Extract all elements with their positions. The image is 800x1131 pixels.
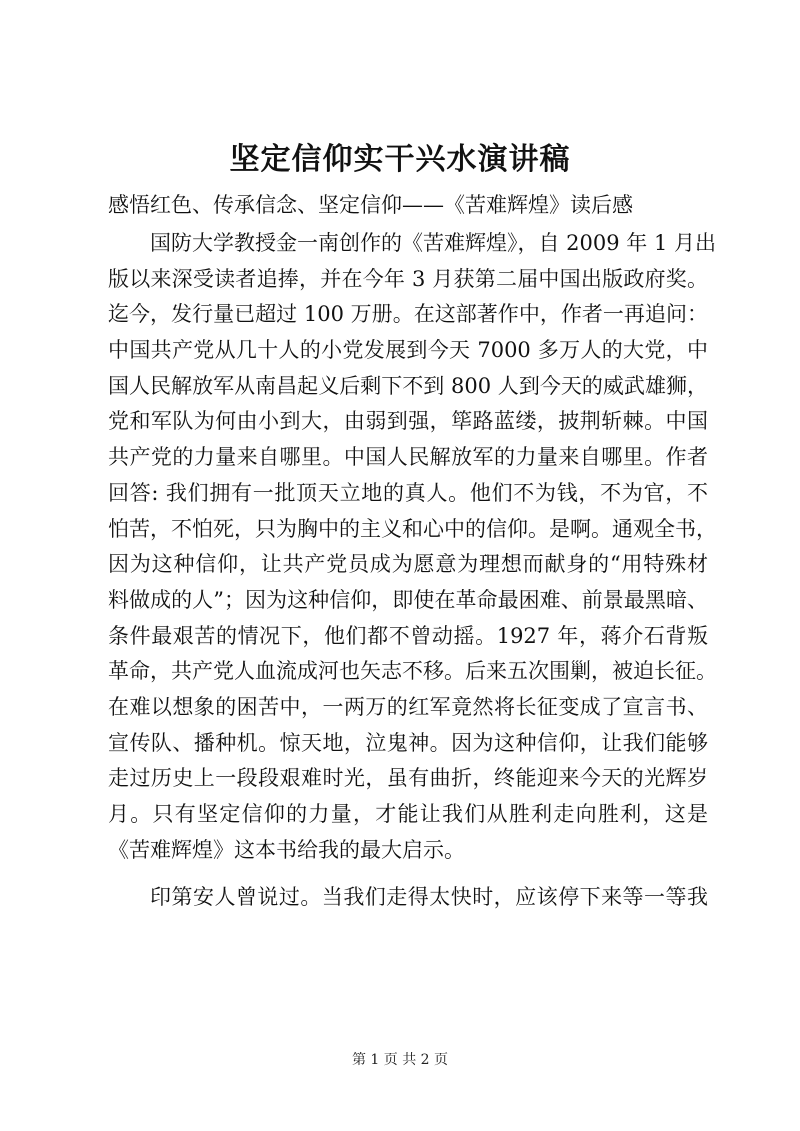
paragraph-spacer [108, 868, 708, 880]
paragraph-1-line: 国人民解放军从南昌起义后剩下不到 800 人到今天的威武雄狮， [108, 373, 708, 398]
paragraph-1-line: 版以来深受读者追捧，并在今年 3 月获第二届中国出版政府奖。 [108, 266, 708, 291]
paragraph-1-line: 在难以想象的困苦中，一两万的红军竟然将长征变成了宣言书、 [108, 694, 708, 719]
paragraph-1-line: 条件最艰苦的情况下，他们都不曾动摇。1927 年，蒋介石背叛 [108, 623, 708, 648]
document-title: 坚定信仰实干兴水演讲稿 [229, 142, 571, 177]
paragraph-1-line: 《苦难辉煌》这本书给我的最大启示。 [108, 837, 465, 862]
paragraph-1-line: 怕苦，不怕死，只为胸中的主义和心中的信仰。是啊。通观全书， [108, 516, 717, 541]
paragraph-1-line: 走过历史上一段段艰难时光，虽有曲折，终能迎来今天的光辉岁 [108, 766, 708, 791]
paragraph-1-line: 回答: 我们拥有一批顶天立地的真人。他们不为钱，不为官，不 [108, 480, 708, 505]
paragraph-1-line: 迄今，发行量已超过 100 万册。在这部著作中，作者一再追问： [108, 302, 708, 327]
paragraph-1-line: 中国共产党从几十人的小党发展到今天 7000 多万人的大党，中 [108, 338, 708, 363]
document-body [108, 226, 717, 916]
paragraph-1-line: 共产党的力量来自哪里。中国人民解放军的力量来自哪里。作者 [108, 445, 708, 470]
paragraph-1-line: 月。只有坚定信仰的力量，才能让我们从胜利走向胜利，这是 [108, 802, 708, 826]
page-number-footer: 第 1 页 共 2 页 [351, 1052, 449, 1068]
document-subtitle: 感悟红色、传承信念、坚定信仰——《苦难辉煌》读后感 [108, 193, 633, 217]
paragraph-1-line: 党和军队为何由小到大，由弱到强，筚路蓝缕，披荆斩棘。中国 [108, 409, 708, 434]
paragraph-2-line: 印第安人曾说过。当我们走得太快时，应该停下来等一等我 [150, 885, 708, 910]
paragraph-1-line: 革命，共产党人血流成河也矢志不移。后来五次围剿，被迫长征。 [108, 659, 717, 684]
paragraph-1-line: 料做成的人”；因为这种信仰，即使在革命最困难、前景最黑暗、 [108, 587, 708, 612]
paragraph-1-line: 宣传队、播种机。惊天地，泣鬼神。因为这种信仰，让我们能够 [108, 730, 708, 755]
paragraph-1-line: 因为这种信仰，让共产党员成为愿意为理想而献身的“用特殊材 [108, 552, 708, 577]
paragraph-1-line: 国防大学教授金一南创作的《苦难辉煌》，自 2009 年 1 月出 [150, 231, 717, 255]
